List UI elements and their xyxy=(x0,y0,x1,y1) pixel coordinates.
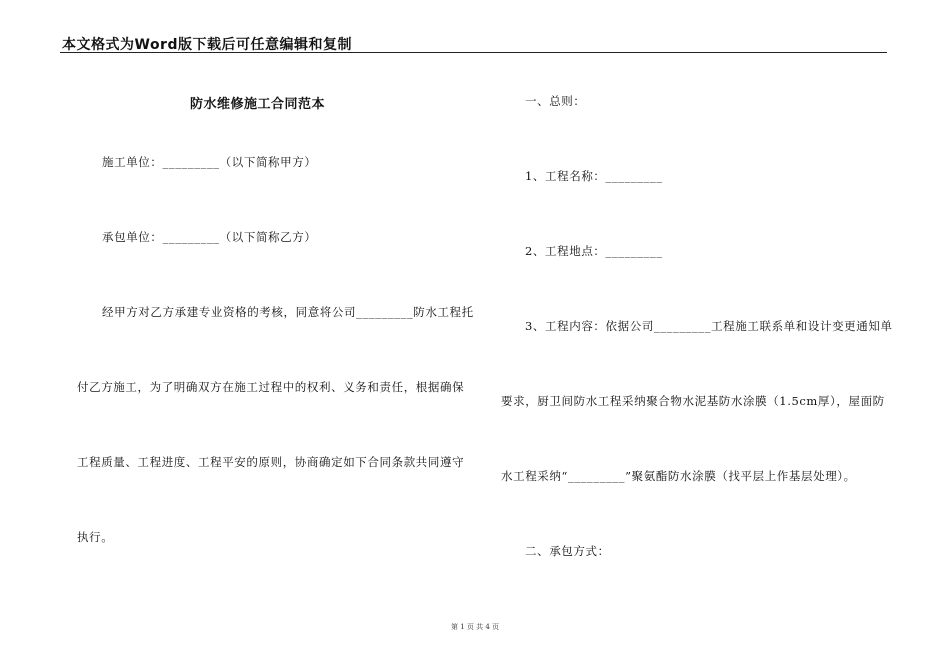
page-indicator: 第 1 页 共 4 页 xyxy=(450,623,500,631)
right-paragraph-line: 要求，厨卫间防水工程采纳聚合物水泥基防水涂膜（1.5cm厚），屋面防 xyxy=(501,394,885,408)
left-paragraph-line: 施工单位：_________（以下简称甲方） xyxy=(102,155,317,169)
document-title: 防水维修施工合同范本 xyxy=(190,97,326,112)
right-section-heading: 二、承包方式： xyxy=(525,544,610,558)
left-paragraph-line: 工程质量、工程进度、工程平安的原则，协商确定如下合同条款共同遵守 xyxy=(77,455,465,469)
right-paragraph-line: 1、工程名称：_________ xyxy=(525,169,663,183)
left-paragraph-line: 付乙方施工，为了明确双方在施工过程中的权利、义务和责任，根据确保 xyxy=(77,380,465,394)
left-paragraph-line: 经甲方对乙方承建专业资格的考核，同意将公司_________防水工程托 xyxy=(102,305,474,319)
right-paragraph-line: 3、工程内容：依据公司_________工程施工联系单和设计变更通知单 xyxy=(525,319,893,333)
header-divider xyxy=(60,52,887,53)
right-section-heading: 一、总则： xyxy=(525,94,586,108)
right-paragraph-line: 2、工程地点：_________ xyxy=(525,244,663,258)
right-paragraph-line: 水工程采纳“_________”聚氨酯防水涂膜（找平层上作基层处理）。 xyxy=(501,469,856,483)
left-paragraph-line: 承包单位：_________（以下简称乙方） xyxy=(102,230,317,244)
left-paragraph-line: 执行。 xyxy=(77,530,114,544)
document-header: 本文格式为Word版下载后可任意编辑和复制 xyxy=(62,37,352,53)
